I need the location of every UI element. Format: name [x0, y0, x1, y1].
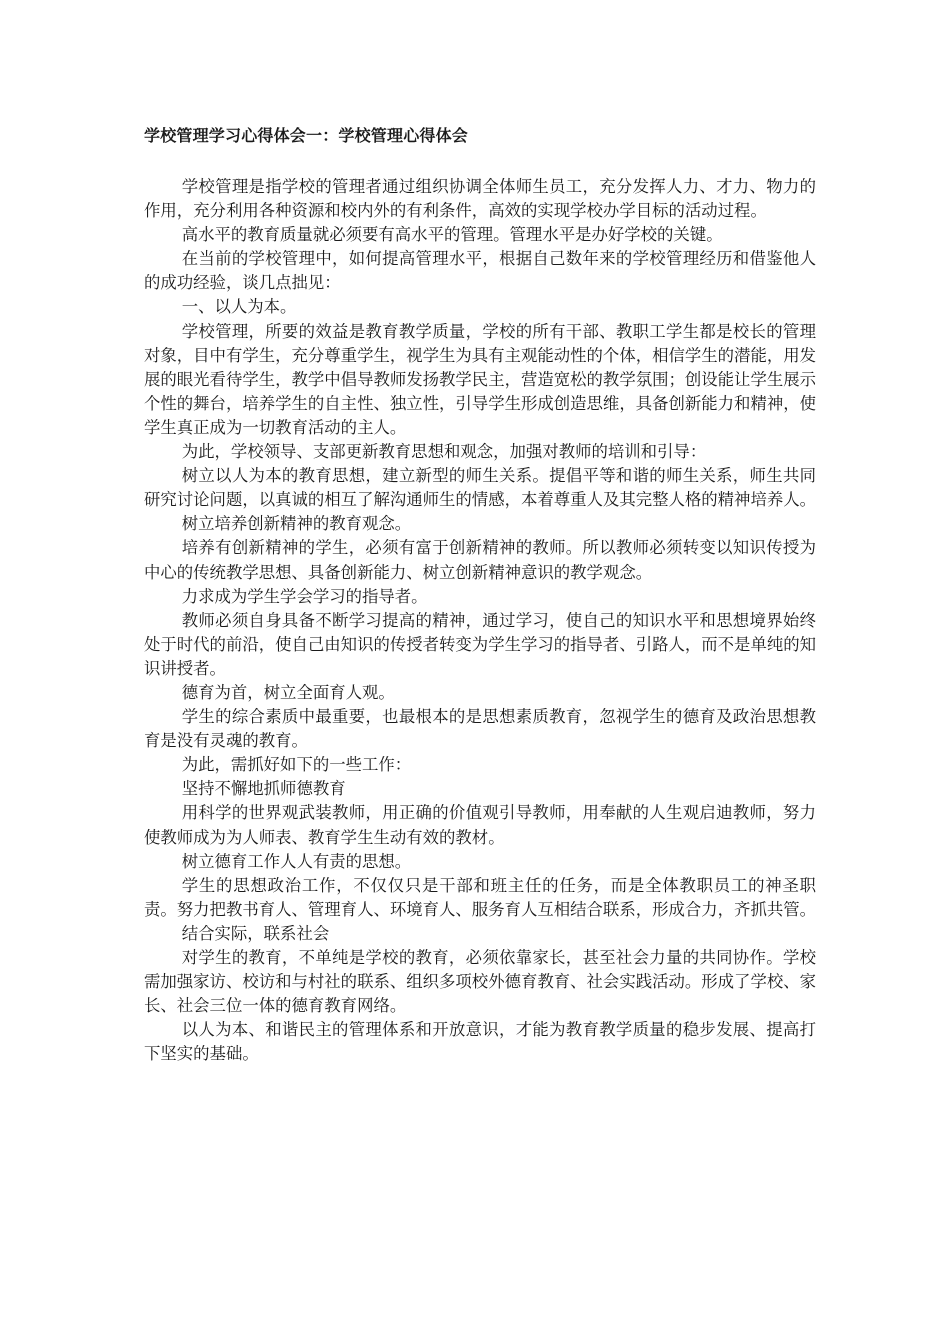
paragraph: 以人为本、和谐民主的管理体系和开放意识，才能为教育教学质量的稳步发展、提高打下坚实的基础。 — [144, 1020, 816, 1064]
paragraph: 树立培养创新精神的教育观念。 — [181, 514, 412, 534]
paragraph: 学校管理是指学校的管理者通过组织协调全体师生员工，充分发挥人力、才力、物力的作用，充分利用各种资源和校内外的有利条件，高效的实现学校办学目标的活动过程。 — [144, 177, 816, 221]
paragraph: 教师必须自身具备不断学习提高的精神，通过学习，使自己的知识水平和思想境界始终处于时代的前沿，使自己由知识的传授者转变为学生学习的指导者、引路人，而不是单纯的知识讲授者。 — [144, 610, 817, 678]
paragraph: 高水平的教育质量就必须要有高水平的管理。管理水平是办好学校的关键。 — [181, 225, 723, 245]
document-title: 学校管理学习心得体会一：学校管理心得体会 — [144, 126, 469, 145]
document-page — [144, 124, 816, 1066]
paragraph: 结合实际，联系社会 — [181, 923, 330, 943]
paragraph: 用科学的世界观武装教师，用正确的价值观引导教师，用奉献的人生观启迪教师，努力使教师成为为人师表、教育学生生动有效的教材。 — [144, 803, 816, 847]
section-heading: 一、以人为本。 — [181, 297, 297, 317]
paragraph: 树立德育工作人人有责的思想。 — [181, 851, 412, 871]
paragraph: 学校管理，所要的效益是教育教学质量，学校的所有干部、教职工学生都是校长的管理对象，目中有学生，充分尊重学生，视学生为具有主观能动性的个体，相信学生的潜能，用发展的眼光看待学生，教学中倡导教师发扬教学民主，营造宽松的教学氛围；创设能让学生展示个性的舞台，培养学生的自主性、独立性，引导学生形成创造思维，具备创新能力和精神，使学生真正成为一切教育活动的主人。 — [144, 321, 817, 437]
paragraph: 对学生的教育，不单纯是学校的教育，必须依靠家长，甚至社会力量的共同协作。学校需加强家访、校访和与村社的联系、组织多项校外德育教育、社会实践活动。形成了学校、家长、社会三位一体的德育教育网络。 — [144, 948, 817, 1016]
paragraph: 树立以人为本的教育思想，建立新型的师生关系。提倡平等和谐的师生关系，师生共同研究讨论问题，以真诚的相互了解沟通师生的情感，本着尊重人及其完整人格的精神培养人。 — [144, 466, 817, 510]
paragraph: 德育为首，树立全面育人观。 — [181, 682, 395, 702]
paragraph: 为此，学校领导、支部更新教育思想和观念，加强对教师的培训和引导： — [181, 442, 707, 462]
paragraph: 坚持不懈地抓师德教育 — [181, 779, 346, 799]
paragraph: 力求成为学生学会学习的指导者。 — [181, 586, 428, 606]
paragraph: 在当前的学校管理中，如何提高管理水平，根据自己数年来的学校管理经历和借鉴他人的成功经验，谈几点拙见： — [144, 249, 816, 293]
paragraph: 为此，需抓好如下的一些工作： — [181, 755, 412, 775]
paragraph: 培养有创新精神的学生，必须有富于创新精神的教师。所以教师必须转变以知识传授为中心的传统教学思想、具备创新能力、树立创新精神意识的教学观念。 — [144, 538, 816, 582]
paragraph: 学生的思想政治工作，不仅仅只是干部和班主任的任务，而是全体教职员工的神圣职责。努力把教书育人、管理育人、环境育人、服务育人互相结合联系，形成合力，齐抓共管。 — [144, 875, 817, 919]
paragraph: 学生的综合素质中最重要，也最根本的是思想素质教育，忽视学生的德育及政治思想教育是没有灵魂的教育。 — [144, 707, 816, 751]
document-body — [144, 175, 816, 1066]
